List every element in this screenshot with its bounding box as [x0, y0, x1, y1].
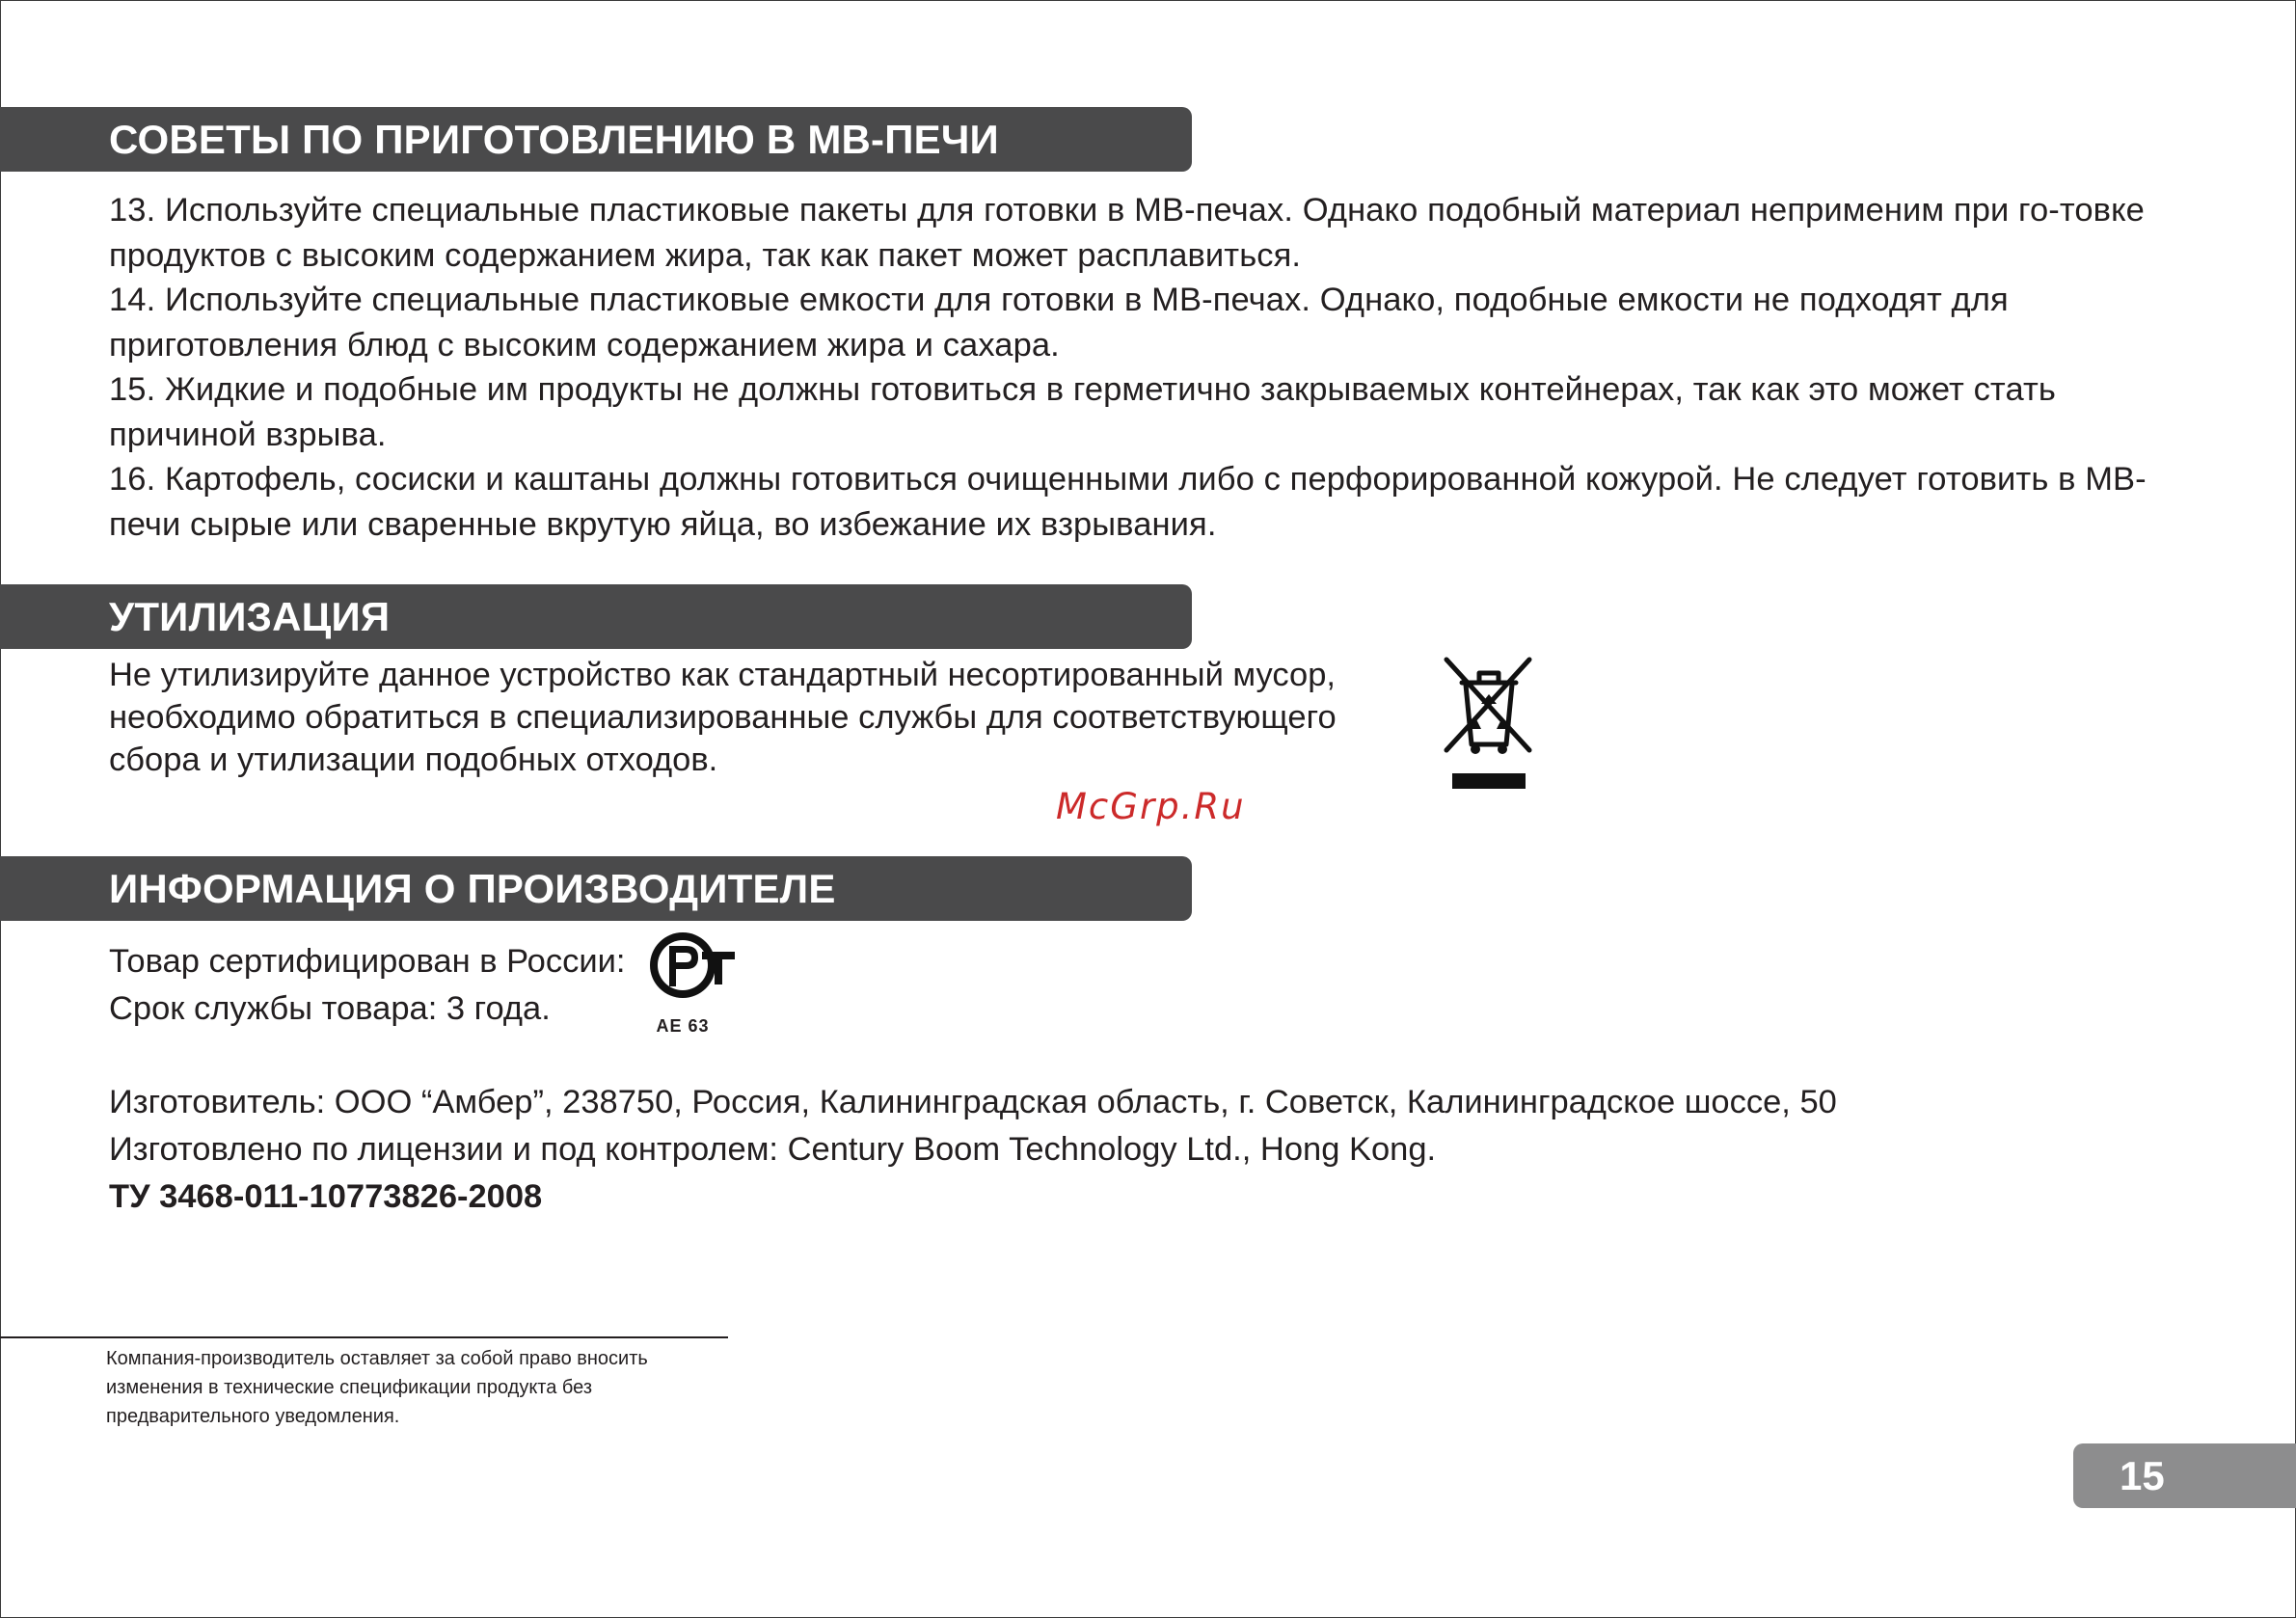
- footnote: [106, 1344, 743, 1431]
- footnote-line-1: Компания-производитель оставляет за собой право вносить: [106, 1348, 648, 1369]
- disposal-text: [109, 654, 1440, 781]
- disposal-line-2: необходимо обратиться в специализированные службы для соответствующего: [109, 699, 1337, 736]
- rst-certification-mark-icon: [646, 930, 739, 1037]
- footnote-line-3: предварительного уведомления.: [106, 1406, 400, 1427]
- service-life-text: Срок службы товара: 3 года.: [109, 990, 551, 1027]
- license-info: Изготовлено по лицензии и под контролем: Century Boom Technology Ltd., Hong Kong.: [109, 1131, 1437, 1168]
- watermark: McGrp.Ru: [1056, 786, 1246, 827]
- tip-item-16: 16. Картофель, сосиски и каштаны должны готовиться очищенными либо с перфорированной кожурой. Не следует готовить в МВ-печи сырые или сваренные вкрутую яйца, во избежание их взрывания.: [109, 461, 2147, 543]
- tip-item-14: 14. Используйте специальные пластиковые емкости для готовки в МВ-печах. Однако, подобные емкости не подходят для приготовления блюд с высоким содержанием жира и сахара.: [109, 282, 2009, 364]
- section-header-manufacturer: ИНФОРМАЦИЯ О ПРОИЗВОДИТЕЛЕ: [0, 856, 1192, 921]
- tip-item-15: 15. Жидкие и подобные им продукты не должны готовиться в герметично закрываемых контейнерах, так как это может стать причиной взрыва.: [109, 371, 2056, 453]
- section-header-disposal: УТИЛИЗАЦИЯ: [0, 584, 1192, 649]
- footnote-line-2: изменения в технические спецификации продукта без: [106, 1377, 593, 1398]
- certification-text: Товар сертифицирован в России:: [109, 943, 626, 980]
- disposal-line-3: сбора и утилизации подобных отходов.: [109, 742, 718, 778]
- crossed-out-wheelie-bin-icon: [1443, 656, 1535, 793]
- footnote-divider: [0, 1336, 728, 1338]
- tips-list: [109, 188, 2192, 547]
- page-number: 15: [2073, 1443, 2296, 1508]
- disposal-line-1: Не утилизируйте данное устройство как стандартный несортированный мусор,: [109, 657, 1336, 693]
- rst-logo-icon: [646, 930, 739, 1008]
- manufacturer-address: Изготовитель: ООО “Амбер”, 238750, Россия, Калининградская область, г. Советск, Калининградское шоссе, 50: [109, 1084, 1837, 1120]
- section-header-tips: СОВЕТЫ ПО ПРИГОТОВЛЕНИЮ В МВ-ПЕЧИ: [0, 107, 1192, 172]
- technical-spec-number: ТУ 3468-011-10773826-2008: [109, 1178, 543, 1215]
- cert-mark-code: AE 63: [656, 1016, 710, 1036]
- tip-item-13: 13. Используйте специальные пластиковые пакеты для готовки в МВ-печах. Однако подобный материал неприменим при го-товке продуктов с высоким содержанием жира, так как пакет может расплавиться.: [109, 192, 2145, 274]
